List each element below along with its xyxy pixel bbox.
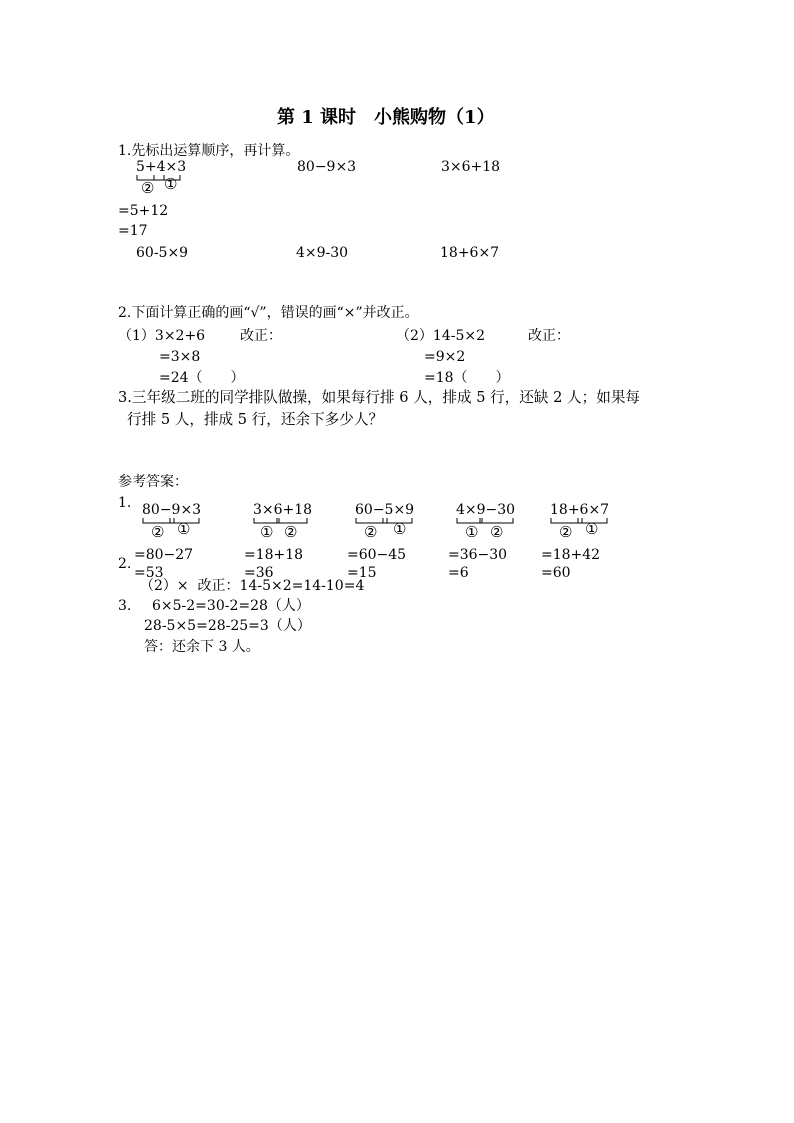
answer-q3-line2: 28-5×5=28-25=3（人） <box>144 618 311 634</box>
answers-num-1: 1. <box>118 495 132 511</box>
q1-example-expression: 5+4×3 <box>136 159 187 175</box>
answer-4-expression: 4×9−30 <box>456 502 516 518</box>
answer-2-expression: 3×6+18 <box>253 502 313 518</box>
q1-item-3x6+18: 3×6+18 <box>441 159 501 175</box>
answer-5-step1: =18+42 <box>541 547 601 563</box>
answer-4-step1: =36−30 <box>448 547 508 563</box>
q2b-step2: =18（ ） <box>424 370 510 386</box>
answer-3-order-b: ① <box>393 520 407 538</box>
answers-num-2: 2. <box>118 556 132 572</box>
answer-3-expression: 60−5×9 <box>355 502 415 518</box>
q2a-expression: （1）3×2+6 <box>118 328 206 344</box>
answer-q2-line: （2）× 改正：14-5×2=14-10=4 <box>140 578 365 594</box>
answer-1-order-b: ① <box>177 520 191 538</box>
q1-example-order-2: ② <box>141 179 155 197</box>
answer-q3-line3: 答：还余下 3 人。 <box>144 639 260 655</box>
q1-item-60-5x9: 60-5×9 <box>136 245 189 261</box>
answer-1-step2: =53 <box>134 565 164 581</box>
answer-3-step2: =15 <box>347 565 377 581</box>
q3-line1: 3.三年级二班的同学排队做操，如果每行排 6 人，排成 5 行，还缺 2 人；如果每 <box>118 389 641 406</box>
answer-1-step1: =80−27 <box>134 547 194 563</box>
q2b-expression: （2）14-5×2 <box>396 328 485 344</box>
answer-2-order-a: ① <box>260 523 274 541</box>
q1-example-step1: =5+12 <box>118 203 169 219</box>
answer-3-order-a: ② <box>364 523 378 541</box>
q1-example-order-1: ① <box>164 175 178 193</box>
q3-line2: 行排 5 人，排成 5 行，还余下多少人？ <box>127 411 384 428</box>
answer-4-order-a: ① <box>465 523 479 541</box>
answer-5-order-b: ① <box>585 520 599 538</box>
answer-5-expression: 18+6×7 <box>550 502 610 518</box>
answer-4-order-b: ② <box>490 523 504 541</box>
page-title: 第 1 课时 小熊购物（1） <box>277 107 495 128</box>
q1-item-18+6x7: 18+6×7 <box>440 245 500 261</box>
answer-4-step2: =6 <box>448 565 469 581</box>
q2-instruction: 2.下面计算正确的画“√”，错误的画“×”并改正。 <box>118 305 419 321</box>
answer-2-order-b: ② <box>284 523 298 541</box>
q2a-step2: =24（ ） <box>159 370 245 386</box>
answer-q3-line1: 6×5-2=30-2=28（人） <box>152 598 310 614</box>
answer-2-step1: =18+18 <box>244 547 304 563</box>
answers-num-3: 3. <box>118 598 132 614</box>
answer-1-order-a: ② <box>151 523 165 541</box>
q2a-fix-label: 改正： <box>240 328 282 344</box>
q2b-step1: =9×2 <box>424 349 466 365</box>
answer-5-step2: =60 <box>541 565 571 581</box>
q1-item-4x9-30: 4×9-30 <box>296 245 349 261</box>
q1-instruction: 1.先标出运算顺序，再计算。 <box>118 143 300 159</box>
answer-3-step1: =60−45 <box>347 547 407 563</box>
q2a-step1: =3×8 <box>159 349 201 365</box>
answer-2-step2: =36 <box>244 565 274 581</box>
q1-item-80-9x3: 80−9×3 <box>297 159 357 175</box>
q1-example-step2: =17 <box>118 223 148 239</box>
answers-heading: 参考答案： <box>118 474 188 490</box>
answer-1-expression: 80−9×3 <box>142 502 202 518</box>
q2b-fix-label: 改正： <box>528 328 570 344</box>
answer-5-order-a: ② <box>559 523 573 541</box>
